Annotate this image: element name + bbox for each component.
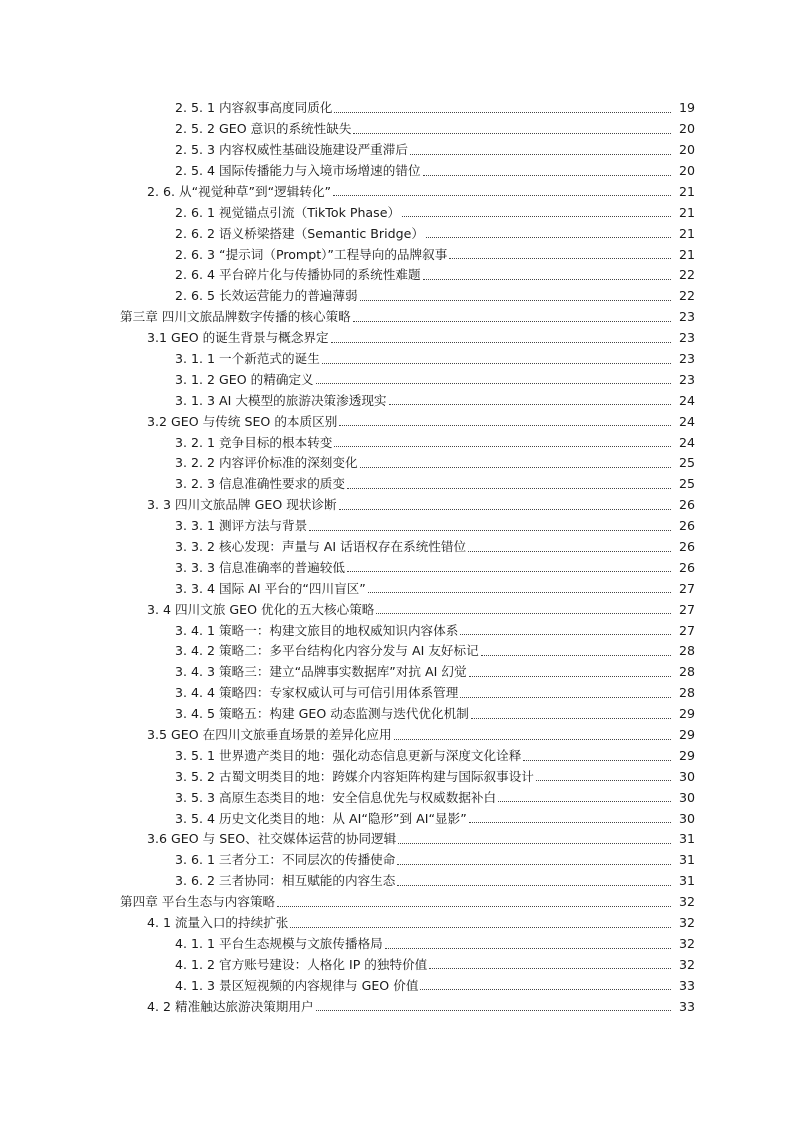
toc-entry-label: 3. 4. 2 策略二：多平台结构化内容分发与 AI 友好标记 [175, 643, 479, 659]
toc-entry-label: 4. 1. 2 官方账号建设：人格化 IP 的独特价值 [175, 956, 428, 972]
toc-entry[interactable] [0, 180, 794, 201]
toc-entry-label: 4. 2 精准触达旅游决策期用户 [147, 998, 314, 1014]
toc-entry[interactable] [0, 514, 794, 535]
dot-leader [389, 404, 671, 405]
toc-entry[interactable] [0, 681, 794, 702]
dot-leader [347, 571, 671, 572]
toc-entry-page-number: 29 [678, 706, 695, 722]
dot-leader [309, 530, 671, 531]
toc-entry-label: 3. 3 四川文旅品牌 GEO 现状诊断 [147, 497, 337, 513]
toc-entry-page-number: 23 [678, 371, 695, 387]
toc-entry[interactable] [0, 159, 794, 180]
dot-leader [402, 216, 671, 217]
toc-entry-label: 3. 2. 2 内容评价标准的深刻变化 [175, 455, 358, 471]
dot-leader [339, 425, 671, 426]
toc-entry[interactable] [0, 827, 794, 848]
dot-leader [331, 342, 671, 343]
toc-entry-page-number: 28 [678, 685, 695, 701]
toc-entry-page-number: 21 [678, 204, 695, 220]
toc-entry-label: 3.2 GEO 与传统 SEO 的本质区别 [147, 413, 338, 429]
toc-entry-page-number: 21 [678, 246, 695, 262]
dot-leader [397, 885, 671, 886]
toc-entry-label: 3. 5. 3 高原生态类目的地：安全信息优先与权威数据补白 [175, 789, 497, 805]
dot-leader [423, 175, 671, 176]
toc-entry-page-number: 27 [678, 601, 695, 617]
toc-entry[interactable] [0, 597, 794, 618]
toc-entry[interactable] [0, 493, 794, 514]
toc-entry[interactable] [0, 200, 794, 221]
toc-entry-label: 4. 1. 3 景区短视频的内容规律与 GEO 价值 [175, 977, 419, 993]
toc-entry[interactable] [0, 765, 794, 786]
toc-entry-page-number: 25 [678, 476, 695, 492]
toc-entry-page-number: 23 [678, 350, 695, 366]
dot-leader [423, 279, 671, 280]
toc-entry[interactable] [0, 848, 794, 869]
toc-entry-page-number: 32 [678, 915, 695, 931]
toc-entry-page-number: 23 [678, 309, 695, 325]
toc-entry-page-number: 30 [678, 768, 695, 784]
toc-entry[interactable] [0, 723, 794, 744]
dot-leader [469, 822, 671, 823]
dot-leader [333, 195, 671, 196]
dot-leader [347, 488, 671, 489]
toc-entry-page-number: 25 [678, 455, 695, 471]
toc-entry-page-number: 26 [678, 518, 695, 534]
toc-entry[interactable] [0, 472, 794, 493]
dot-leader [481, 655, 671, 656]
dot-leader [360, 300, 671, 301]
toc-entry[interactable] [0, 347, 794, 368]
toc-entry-page-number: 24 [678, 392, 695, 408]
toc-entry-page-number: 28 [678, 664, 695, 680]
toc-entry-label: 3.6 GEO 与 SEO、社交媒体运营的协同逻辑 [147, 831, 397, 847]
toc-entry[interactable] [0, 388, 794, 409]
toc-entry-label: 3. 1. 1 一个新范式的诞生 [175, 350, 320, 366]
toc-entry-label: 2. 6. 1 视觉锚点引流（TikTok Phase） [175, 204, 401, 220]
toc-entry-page-number: 31 [678, 852, 695, 868]
toc-entry-label: 3. 3. 3 信息准确率的普遍较低 [175, 559, 345, 575]
toc-entry[interactable] [0, 263, 794, 284]
dot-leader [394, 739, 671, 740]
toc-entry-page-number: 29 [678, 727, 695, 743]
toc-entry-page-number: 19 [678, 100, 695, 116]
toc-entry-label: 2. 6. 5 长效运营能力的普遍薄弱 [175, 288, 358, 304]
toc-entry-page-number: 32 [678, 894, 695, 910]
toc-entry-label: 3. 4 四川文旅 GEO 优化的五大核心策略 [147, 601, 375, 617]
toc-entry-label: 3. 5. 2 古蜀文明类目的地：跨媒介内容矩阵构建与国际叙事设计 [175, 768, 534, 784]
toc-entry-page-number: 29 [678, 747, 695, 763]
toc-entry-page-number: 33 [678, 977, 695, 993]
toc-entry-page-number: 20 [678, 162, 695, 178]
dot-leader [353, 321, 671, 322]
toc-entry[interactable] [0, 994, 794, 1015]
toc-entry[interactable] [0, 744, 794, 765]
toc-entry-label: 第三章 四川文旅品牌数字传播的核心策略 [120, 309, 351, 325]
toc-entry-label: 3. 4. 1 策略一：构建文旅目的地权威知识内容体系 [175, 622, 459, 638]
toc-entry-page-number: 26 [678, 559, 695, 575]
toc-entry-label: 2. 5. 1 内容叙事高度同质化 [175, 100, 333, 116]
toc-entry-page-number: 28 [678, 643, 695, 659]
toc-entry-label: 4. 1. 1 平台生态规模与文旅传播格局 [175, 935, 383, 951]
dot-leader [536, 780, 671, 781]
toc-entry-page-number: 26 [678, 539, 695, 554]
toc-entry-page-number: 33 [678, 998, 695, 1014]
dot-leader [469, 676, 671, 677]
toc-entry-label: 2. 6. 4 平台碎片化与传播协同的系统性难题 [175, 267, 421, 283]
toc-entry[interactable] [0, 702, 794, 723]
dot-leader [410, 154, 671, 155]
dot-leader [426, 237, 671, 238]
toc-entry[interactable] [0, 451, 794, 472]
dot-leader [460, 697, 671, 698]
dot-leader [471, 718, 671, 719]
dot-leader [398, 843, 671, 844]
toc-entry[interactable] [0, 430, 794, 451]
toc-entry[interactable] [0, 890, 794, 911]
toc-entry[interactable] [0, 326, 794, 347]
toc-entry-page-number: 24 [678, 413, 695, 429]
toc-entry-label: 2. 5. 2 GEO 意识的系统性缺失 [175, 121, 352, 137]
toc-entry[interactable] [0, 409, 794, 430]
toc-entry-label: 2. 6. 从“视觉种草”到“逻辑转化” [147, 183, 332, 199]
dot-leader [460, 634, 671, 635]
dot-leader [376, 613, 671, 614]
toc-entry-page-number: 27 [678, 622, 695, 638]
dot-leader [420, 989, 671, 990]
toc-entry-page-number: 20 [678, 121, 695, 137]
toc-entry[interactable] [0, 911, 794, 932]
toc-entry-label: 3. 6. 2 三者协同：相互赋能的内容生态 [175, 873, 396, 889]
toc-entry-page-number: 23 [678, 330, 695, 346]
toc-entry-page-number: 20 [678, 142, 695, 158]
toc-entry-label: 3.5 GEO 在四川文旅垂直场景的差异化应用 [147, 727, 392, 743]
toc-entry-page-number: 30 [678, 789, 695, 805]
toc-entry[interactable] [0, 618, 794, 639]
dot-leader [322, 363, 671, 364]
toc-entry-page-number: 24 [678, 434, 695, 450]
toc-entry-label: 3. 1. 3 AI 大模型的旅游决策渗透现实 [175, 392, 387, 408]
dot-leader [353, 133, 671, 134]
toc-entry-page-number: 31 [678, 873, 695, 889]
toc-entry[interactable] [0, 138, 794, 159]
toc-entry-label: 3. 2. 1 竞争目标的根本转变 [175, 434, 333, 450]
toc-entry[interactable] [0, 785, 794, 806]
toc-entry-label: 4. 1 流量入口的持续扩张 [147, 915, 289, 931]
toc-entry-page-number: 22 [678, 288, 695, 304]
toc-entry-label: 2. 5. 3 内容权威性基础设施建设严重滞后 [175, 142, 408, 158]
toc-entry[interactable] [0, 96, 794, 117]
toc-entry[interactable] [0, 535, 794, 556]
toc-entry-page-number: 32 [678, 935, 695, 951]
dot-leader [334, 112, 671, 113]
dot-leader [498, 801, 671, 802]
toc-entry-label: 3. 5. 4 历史文化类目的地：从 AI“隐形”到 AI“显影” [175, 810, 467, 826]
toc-entry-page-number: 27 [678, 580, 695, 596]
dot-leader [316, 1010, 671, 1011]
toc-entry[interactable] [0, 556, 794, 577]
dot-leader [429, 968, 671, 969]
toc-entry-page-number: 26 [678, 497, 695, 513]
toc-entry-label: 2. 5. 4 国际传播能力与入境市场增速的错位 [175, 162, 421, 178]
toc-entry-label: 3. 3. 1 测评方法与背景 [175, 518, 308, 534]
toc-entry-label: 3.1 GEO 的诞生背景与概念界定 [147, 330, 329, 346]
toc-entry[interactable] [0, 806, 794, 827]
dot-leader [397, 864, 671, 865]
toc-entry-page-number: 32 [678, 956, 695, 972]
dot-leader [290, 927, 671, 928]
toc-entry-label: 3. 4. 4 策略四：专家权威认可与可信引用体系管理 [175, 685, 459, 701]
dot-leader [334, 446, 671, 447]
toc-entry-label: 3. 1. 2 GEO 的精确定义 [175, 371, 314, 387]
toc-entry-label: 第四章 平台生态与内容策略 [120, 894, 276, 910]
toc-entry-label: 3. 4. 3 策略三：建立“品牌事实数据库”对抗 AI 幻觉 [175, 664, 467, 680]
toc-entry[interactable] [0, 660, 794, 681]
dot-leader [277, 906, 671, 907]
table-of-contents [0, 96, 794, 1015]
toc-entry[interactable] [0, 869, 794, 890]
dot-leader [339, 509, 671, 510]
dot-leader [316, 383, 671, 384]
dot-leader [368, 592, 671, 593]
toc-entry[interactable] [0, 221, 794, 242]
toc-entry-label: 3. 2. 3 信息准确性要求的质变 [175, 476, 345, 492]
toc-entry[interactable] [0, 953, 794, 974]
toc-entry-label: 2. 6. 3 “提示词（Prompt）”工程导向的品牌叙事 [175, 246, 448, 262]
dot-leader [468, 551, 671, 552]
toc-entry-page-number: 21 [678, 183, 695, 199]
toc-entry-label: 3. 4. 5 策略五：构建 GEO 动态监测与迭代优化机制 [175, 706, 469, 722]
toc-entry[interactable] [0, 973, 794, 994]
dot-leader [385, 948, 671, 949]
toc-entry-page-number: 22 [678, 267, 695, 283]
toc-entry[interactable] [0, 117, 794, 138]
dot-leader [360, 467, 671, 468]
toc-entry[interactable] [0, 639, 794, 660]
toc-entry-label: 3. 6. 1 三者分工：不同层次的传播使命 [175, 852, 396, 868]
toc-entry[interactable] [0, 368, 794, 389]
toc-entry[interactable] [0, 576, 794, 597]
toc-entry-page-number: 21 [678, 225, 695, 241]
toc-entry-page-number: 30 [678, 810, 695, 826]
toc-entry[interactable] [0, 305, 794, 326]
toc-entry-label: 3. 3. 2 核心发现：声量与 AI 话语权存在系统性错位 [175, 539, 467, 554]
toc-entry[interactable] [0, 284, 794, 305]
dot-leader [449, 258, 671, 259]
dot-leader [523, 760, 671, 761]
toc-entry[interactable] [0, 932, 794, 953]
toc-entry-page-number: 31 [678, 831, 695, 847]
toc-entry[interactable] [0, 242, 794, 263]
toc-entry-label: 3. 3. 4 国际 AI 平台的“四川盲区” [175, 580, 366, 596]
toc-entry-label: 3. 5. 1 世界遗产类目的地：强化动态信息更新与深度文化诠释 [175, 747, 522, 763]
toc-entry-label: 2. 6. 2 语义桥梁搭建（Semantic Bridge） [175, 225, 424, 241]
